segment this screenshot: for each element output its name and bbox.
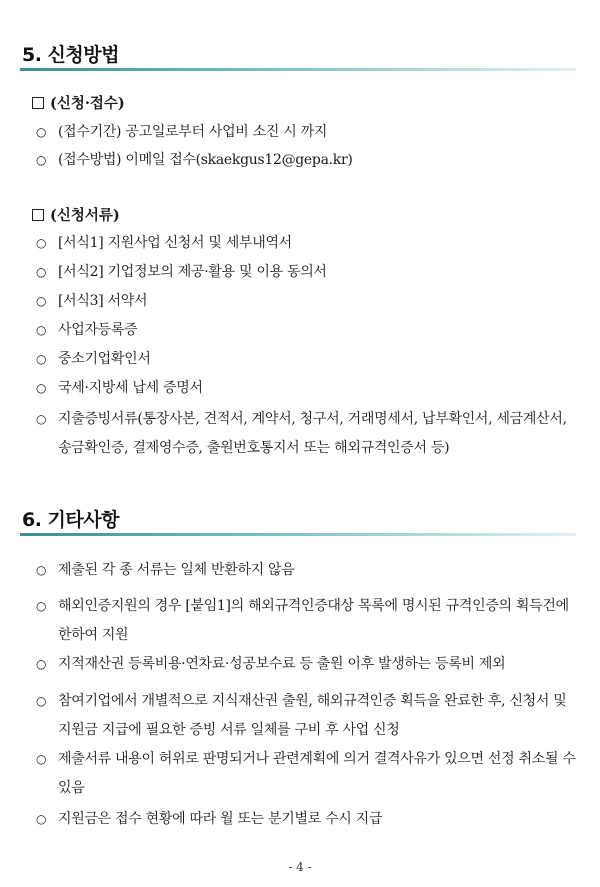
list-item: ○ [서식2] 기업정보의 제공·활용 및 이용 동의서	[36, 258, 576, 287]
circle-bullet-icon: ○	[36, 563, 47, 577]
list-item: ○ [서식1] 지원사업 신청서 및 세부내역서	[36, 229, 576, 258]
list-item: ○ 지출증빙서류(통장사본, 견적서, 계약서, 청구서, 거래명세서, 납부확인서, 세금계산서, 송금확인증, 결제영수증, 출원번호통지서 또는 해외규격인증서 등)	[36, 405, 576, 463]
circle-bullet-icon: ○	[36, 599, 47, 613]
list-item: ○ 지적재산권 등록비용·연차료·성공보수료 등 출원 이후 발생하는 등록비 제외	[36, 650, 576, 679]
circle-bullet-icon: ○	[36, 657, 47, 671]
subhead-docs-label: (신청서류)	[50, 207, 120, 224]
section-title-etc: 6. 기타사항	[22, 509, 119, 531]
list-item: ○ (접수기간) 공고일로부터 사업비 소진 시 까지	[36, 118, 576, 147]
list-item: ○ 사업자등록증	[36, 316, 576, 345]
circle-bullet-icon: ○	[36, 153, 47, 167]
subhead-docs	[32, 204, 120, 225]
circle-bullet-icon: ○	[36, 812, 47, 826]
section-rule	[20, 68, 576, 71]
list-item: ○ 중소기업확인서	[36, 345, 576, 374]
list-item: ○ 제출서류 내용이 허위로 판명되거나 관련계획에 의거 결격사유가 있으면 선정 취소될 수 있음	[36, 745, 576, 803]
circle-bullet-icon: ○	[36, 752, 47, 766]
circle-bullet-icon: ○	[36, 323, 47, 337]
subhead-apply	[32, 92, 125, 113]
section-rule	[20, 533, 576, 536]
circle-bullet-icon: ○	[36, 294, 47, 308]
list-item: ○ [서식3] 서약서	[36, 287, 576, 316]
subhead-apply-label: (신청·접수)	[50, 95, 125, 112]
list-item: ○ 국세·지방세 납세 증명서	[36, 374, 576, 403]
circle-bullet-icon: ○	[36, 236, 47, 250]
list-item: ○ 지원금은 접수 현황에 따라 월 또는 분기별로 수시 지급	[36, 805, 576, 834]
checkbox-square-icon	[32, 209, 44, 221]
circle-bullet-icon: ○	[36, 694, 47, 708]
section-title-apply: 5. 신청방법	[22, 44, 119, 66]
list-item: ○ 해외인증지원의 경우 [붙임1]의 해외규격인증대상 목록에 명시된 규격인증의 획득건에 한하여 지원	[36, 592, 576, 650]
list-item: ○ 참여기업에서 개별적으로 지식재산권 출원, 해외규격인증 획득을 완료한 후, 신청서 및 지원금 지급에 필요한 증빙 서류 일체를 구비 후 사업 신청	[36, 687, 576, 745]
circle-bullet-icon: ○	[36, 352, 47, 366]
circle-bullet-icon: ○	[36, 125, 47, 139]
checkbox-square-icon	[32, 97, 44, 109]
page-number: - 4 -	[288, 860, 312, 874]
circle-bullet-icon: ○	[36, 265, 47, 279]
list-item: ○ (접수방법) 이메일 접수(skaekgus12@gepa.kr)	[36, 146, 576, 175]
circle-bullet-icon: ○	[36, 381, 47, 395]
circle-bullet-icon: ○	[36, 412, 47, 426]
list-item: ○ 제출된 각 종 서류는 일체 반환하지 않음	[36, 556, 576, 585]
